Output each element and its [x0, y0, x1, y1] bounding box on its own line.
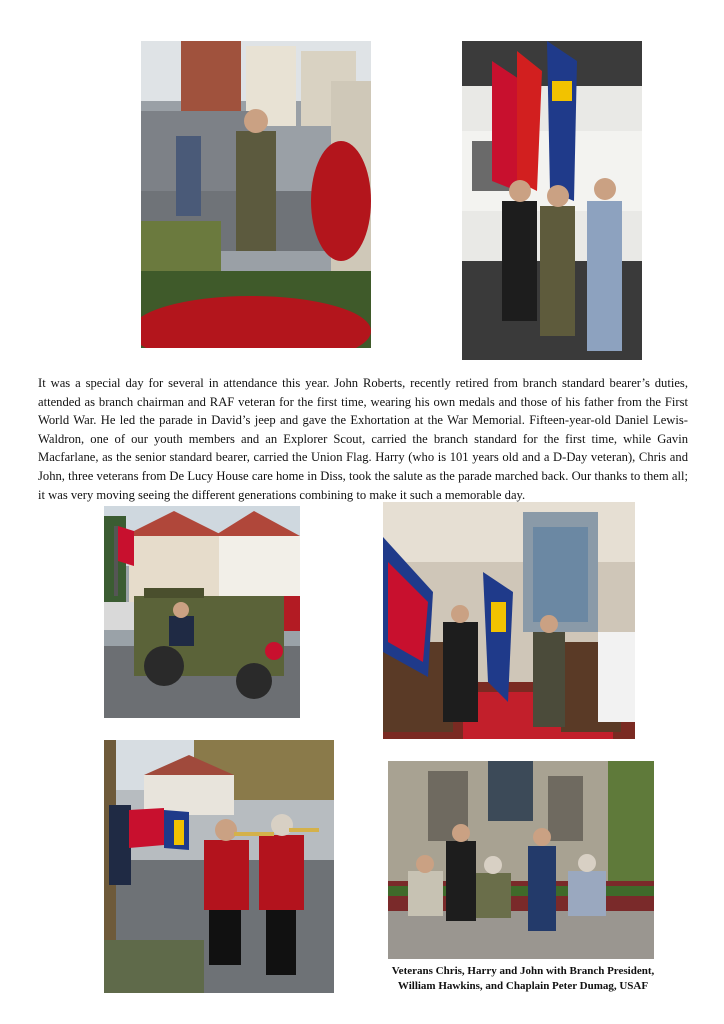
- photo-buglers: [104, 740, 334, 993]
- photo-caption: Veterans Chris, Harry and John with Branch President, William Hawkins, and Chaplain Peter Dumag, USAF: [391, 965, 655, 992]
- photo-veterans-group: [388, 761, 654, 959]
- photo-jeep-parade: [104, 506, 300, 718]
- photo-war-memorial-wreath: [141, 41, 371, 348]
- photo-standard-bearers: [462, 41, 642, 360]
- article-paragraph: It was a special day for several in attendance this year. John Roberts, recently retired from branch standard bearer’s duties, attended as branch chairman and RAF veteran for the first time, wearing his own medals and those of his father from the First World War. He led the parade in David’s jeep and gave the Exhortation at the War Memorial. Fifteen-year-old Daniel Lewis-Waldron, one of our youth members and an Explorer Scout, carried the branch standard for the first time, while Gavin Macfarlane, as the senior standard bearer, carried the Union Flag. Harry (who is 101 years old and a D-Day veteran), Chris and John, three veterans from De Lucy House care home in Diss, took the salute as the parade marched back. Our thanks to them all; it was very moving seeing the different generations combining to make it such a memorable day.: [38, 376, 688, 502]
- photo-church-service: [383, 502, 635, 739]
